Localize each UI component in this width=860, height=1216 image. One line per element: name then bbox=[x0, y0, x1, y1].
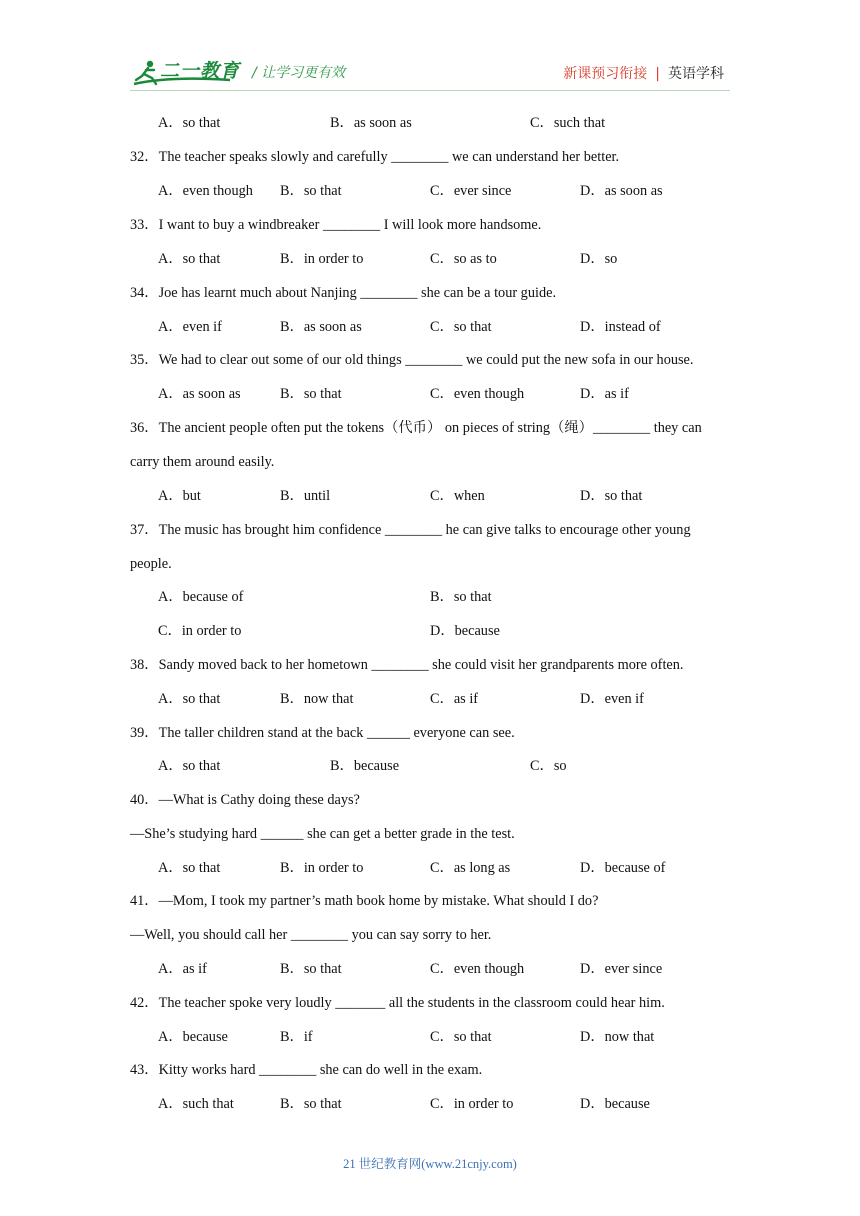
page-footer: 21 世纪教育网(www.21cnjy.com) bbox=[343, 1157, 517, 1171]
option-q41-opts-1: B．so that bbox=[280, 961, 342, 977]
question-q41b: —Well, you should call her ________ you can say sorry to her. bbox=[130, 927, 492, 943]
option-q39-opts-2: C．so bbox=[530, 758, 567, 774]
option-q32-opts-1: B．so that bbox=[280, 183, 342, 199]
question-q43: 43．Kitty works hard ________ she can do well in the exam. bbox=[130, 1062, 483, 1078]
option-q33-opts-0: A．so that bbox=[158, 251, 221, 267]
option-q31-opts-1: B．as soon as bbox=[330, 115, 412, 131]
option-q31-opts-2: C．such that bbox=[530, 115, 606, 131]
option-q38-opts-2: C．as if bbox=[430, 691, 479, 707]
option-q34-opts-2: C．so that bbox=[430, 319, 492, 335]
question-q39: 39．The taller children stand at the back ______ everyone can see. bbox=[130, 725, 515, 741]
option-q40-opts-1: B．in order to bbox=[280, 860, 364, 876]
option-q41-opts-3: D．ever since bbox=[580, 961, 663, 977]
option-q43-opts-1: B．so that bbox=[280, 1096, 342, 1112]
slogan: / 让学习更有效 bbox=[252, 65, 346, 81]
question-q37b: people. bbox=[130, 556, 172, 572]
header-subject-label: 英语学科 bbox=[668, 66, 724, 82]
logo-text: 二一教育 bbox=[160, 60, 241, 82]
option-q35-opts-3: D．as if bbox=[580, 386, 629, 402]
option-q34-opts-0: A．even if bbox=[158, 319, 222, 335]
option-q40-opts-0: A．so that bbox=[158, 860, 221, 876]
question-q40: 40．—What is Cathy doing these days? bbox=[130, 792, 360, 808]
question-q35: 35．We had to clear out some of our old things ________ we could put the new sofa in our house. bbox=[130, 352, 694, 368]
option-q42-opts-0: A．because bbox=[158, 1029, 228, 1045]
option-q36-opts-2: C．when bbox=[430, 488, 485, 504]
header-subject bbox=[563, 63, 724, 83]
option-q42-opts-2: C．so that bbox=[430, 1029, 492, 1045]
question-q38: 38．Sandy moved back to her hometown ________ she could visit her grandparents more often. bbox=[130, 657, 684, 673]
option-q42-opts-3: D．now that bbox=[580, 1029, 655, 1045]
option-q37-opts2-1: D．because bbox=[430, 623, 500, 639]
option-q36-opts-3: D．so that bbox=[580, 488, 643, 504]
option-q36-opts-0: A．but bbox=[158, 488, 201, 504]
option-q31-opts-0: A．so that bbox=[158, 115, 221, 131]
option-q39-opts-0: A．so that bbox=[158, 758, 221, 774]
option-q43-opts-2: C．in order to bbox=[430, 1096, 514, 1112]
question-q36: 36．The ancient people often put the tokens（代币） on pieces of string（绳）________ they can bbox=[130, 420, 702, 436]
option-q37-opts1-0: A．because of bbox=[158, 589, 244, 605]
option-q37-opts2-0: C．in order to bbox=[158, 623, 242, 639]
option-q40-opts-2: C．as long as bbox=[430, 860, 511, 876]
option-q32-opts-3: D．as soon as bbox=[580, 183, 663, 199]
option-q35-opts-2: C．even though bbox=[430, 386, 525, 402]
question-q34: 34．Joe has learnt much about Nanjing ________ she can be a tour guide. bbox=[130, 285, 557, 301]
question-q41: 41．—Mom, I took my partner’s math book home by mistake. What should I do? bbox=[130, 893, 599, 909]
option-q41-opts-2: C．even though bbox=[430, 961, 525, 977]
question-q36b: carry them around easily. bbox=[130, 454, 275, 470]
option-q42-opts-1: B．if bbox=[280, 1029, 313, 1045]
option-q35-opts-0: A．as soon as bbox=[158, 386, 241, 402]
option-q43-opts-0: A．such that bbox=[158, 1096, 234, 1112]
option-q39-opts-1: B．because bbox=[330, 758, 400, 774]
header-separator: | bbox=[655, 66, 660, 82]
option-q34-opts-3: D．instead of bbox=[580, 319, 661, 335]
option-q32-opts-2: C．ever since bbox=[430, 183, 512, 199]
option-q38-opts-3: D．even if bbox=[580, 691, 644, 707]
option-q37-opts1-1: B．so that bbox=[430, 589, 492, 605]
option-q36-opts-1: B．until bbox=[280, 488, 331, 504]
option-q38-opts-0: A．so that bbox=[158, 691, 221, 707]
question-q37: 37．The music has brought him confidence ________ he can give talks to encourage other young bbox=[130, 522, 691, 538]
question-q42: 42．The teacher spoke very loudly _______ all the students in the classroom could hear him. bbox=[130, 995, 665, 1011]
question-q33: 33．I want to buy a windbreaker ________ I will look more handsome. bbox=[130, 217, 542, 233]
option-q32-opts-0: A．even though bbox=[158, 183, 253, 199]
option-q34-opts-1: B．as soon as bbox=[280, 319, 362, 335]
header-course: 新课预习衔接 bbox=[563, 66, 648, 82]
header-divider bbox=[130, 90, 730, 91]
option-q43-opts-3: D．because bbox=[580, 1096, 650, 1112]
question-q40b: —She’s studying hard ______ she can get a better grade in the test. bbox=[130, 826, 515, 842]
option-q38-opts-1: B．now that bbox=[280, 691, 354, 707]
question-q32: 32．The teacher speaks slowly and carefully ________ we can understand her better. bbox=[130, 149, 620, 165]
page-header bbox=[130, 52, 730, 92]
option-q33-opts-1: B．in order to bbox=[280, 251, 364, 267]
option-q40-opts-3: D．because of bbox=[580, 860, 666, 876]
option-q33-opts-3: D．so bbox=[580, 251, 618, 267]
option-q35-opts-1: B．so that bbox=[280, 386, 342, 402]
option-q33-opts-2: C．so as to bbox=[430, 251, 497, 267]
option-q41-opts-0: A．as if bbox=[158, 961, 207, 977]
